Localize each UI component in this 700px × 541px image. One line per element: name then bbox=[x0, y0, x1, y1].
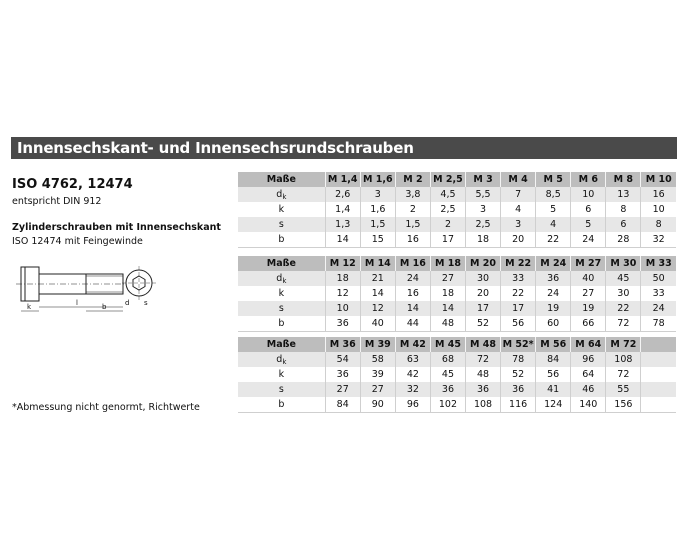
dimension-value-cell: 140 bbox=[571, 397, 606, 413]
dimension-value-cell: 10 bbox=[571, 187, 606, 202]
dimension-value-cell: 96 bbox=[395, 397, 430, 413]
dimension-value-cell: 68 bbox=[430, 352, 465, 367]
thread-size-header: M 22 bbox=[501, 256, 536, 271]
table-row bbox=[238, 232, 676, 248]
dimension-value-cell: 7 bbox=[501, 187, 536, 202]
table-row bbox=[238, 187, 676, 202]
drawing-label-head-height: k bbox=[27, 303, 32, 311]
thread-size-header: M 5 bbox=[536, 172, 571, 187]
dimension-label-cell bbox=[238, 271, 325, 286]
dimension-value-cell: 33 bbox=[501, 271, 536, 286]
dimension-value-cell: 6 bbox=[606, 217, 641, 232]
table-row bbox=[238, 217, 676, 232]
footnote: *Abmessung nicht genormt, Richtwerte bbox=[12, 402, 200, 413]
table-header-row bbox=[238, 172, 676, 187]
dimension-table-m12-to-m33 bbox=[238, 256, 676, 332]
table-row bbox=[238, 382, 676, 397]
dimension-value-cell: 33 bbox=[641, 286, 676, 301]
dimension-value-cell: 19 bbox=[536, 301, 571, 316]
thread-size-header: M 1,4 bbox=[325, 172, 360, 187]
dimension-value-cell: 1,3 bbox=[325, 217, 360, 232]
thread-size-header: M 72 bbox=[606, 337, 641, 352]
thread-size-header: M 36 bbox=[325, 337, 360, 352]
dimension-label: k bbox=[278, 288, 285, 299]
screw-side-view bbox=[16, 267, 128, 311]
dimension-label: b bbox=[278, 318, 285, 329]
dimension-label-cell bbox=[238, 316, 325, 332]
thread-size-header: M 24 bbox=[536, 256, 571, 271]
dimension-value-cell: 15 bbox=[360, 232, 395, 248]
dimension-value-cell: 1,5 bbox=[360, 217, 395, 232]
dimension-value-cell: 108 bbox=[466, 397, 501, 413]
dimension-value-cell: 8,5 bbox=[536, 187, 571, 202]
dimension-value-cell: 18 bbox=[466, 232, 501, 248]
dimension-value-cell: 16 bbox=[395, 232, 430, 248]
dimension-value-cell: 24 bbox=[536, 286, 571, 301]
dimension-label-cell bbox=[238, 202, 325, 217]
dimension-value-cell: 24 bbox=[571, 232, 606, 248]
dimension-value-cell: 10 bbox=[641, 202, 676, 217]
dimension-value-cell: 36 bbox=[325, 316, 360, 332]
thread-size-header: M 45 bbox=[430, 337, 465, 352]
dimension-value-cell: 27 bbox=[430, 271, 465, 286]
dimension-label: b bbox=[278, 399, 285, 410]
dimension-value-cell: 84 bbox=[325, 397, 360, 413]
dimension-value-cell: 12 bbox=[325, 286, 360, 301]
dimension-value-cell: 14 bbox=[325, 232, 360, 248]
dimension-value-cell: 24 bbox=[641, 301, 676, 316]
dimension-label-cell bbox=[238, 187, 325, 202]
dimension-label-cell bbox=[238, 352, 325, 367]
header-label-cell: Maße bbox=[238, 172, 325, 187]
thread-size-header: M 10 bbox=[641, 172, 676, 187]
dimension-label-subscript: k bbox=[282, 276, 287, 285]
section-title-banner: Innensechskant- und Innensechsrundschrauben bbox=[11, 137, 677, 159]
thread-size-header: M 56 bbox=[536, 337, 571, 352]
dimension-value-cell: 116 bbox=[501, 397, 536, 413]
dimension-value-cell bbox=[641, 382, 676, 397]
dimension-value-cell: 3 bbox=[501, 217, 536, 232]
dimension-value-cell: 52 bbox=[466, 316, 501, 332]
dimension-value-cell: 12 bbox=[360, 301, 395, 316]
dimension-label-cell bbox=[238, 397, 325, 413]
drawing-label-key-size: s bbox=[144, 299, 148, 307]
dimension-value-cell: 156 bbox=[606, 397, 641, 413]
dimension-label-cell bbox=[238, 286, 325, 301]
dimension-value-cell: 2 bbox=[395, 202, 430, 217]
dimension-value-cell: 46 bbox=[571, 382, 606, 397]
dimension-value-cell: 20 bbox=[501, 232, 536, 248]
dimension-value-cell: 108 bbox=[606, 352, 641, 367]
dimension-value-cell: 102 bbox=[430, 397, 465, 413]
dimension-value-cell: 56 bbox=[501, 316, 536, 332]
table-row bbox=[238, 271, 676, 286]
dimension-value-cell: 40 bbox=[360, 316, 395, 332]
dimension-value-cell: 17 bbox=[501, 301, 536, 316]
table-row bbox=[238, 397, 676, 413]
header-label-cell: Maße bbox=[238, 337, 325, 352]
dimension-value-cell: 44 bbox=[395, 316, 430, 332]
dimension-label: d bbox=[276, 188, 283, 200]
standard-number: ISO 4762, 12474 bbox=[12, 177, 133, 192]
thread-size-header: M 52* bbox=[501, 337, 536, 352]
thread-size-header: M 48 bbox=[466, 337, 501, 352]
dimension-value-cell: 10 bbox=[325, 301, 360, 316]
dimension-value-cell: 21 bbox=[360, 271, 395, 286]
dimension-value-cell: 90 bbox=[360, 397, 395, 413]
dimension-value-cell: 22 bbox=[606, 301, 641, 316]
thread-size-header: M 6 bbox=[571, 172, 606, 187]
header-label-cell: Maße bbox=[238, 256, 325, 271]
dimension-value-cell: 3 bbox=[466, 202, 501, 217]
dimension-value-cell: 84 bbox=[536, 352, 571, 367]
dimension-table-m36-to-m72 bbox=[238, 337, 676, 413]
dimension-value-cell: 1,4 bbox=[325, 202, 360, 217]
dimension-value-cell: 2,5 bbox=[430, 202, 465, 217]
dimension-value-cell: 5 bbox=[571, 217, 606, 232]
thread-size-header bbox=[641, 337, 676, 352]
dimension-value-cell: 36 bbox=[325, 367, 360, 382]
dimension-value-cell: 72 bbox=[606, 316, 641, 332]
dimension-label: k bbox=[278, 204, 285, 215]
dimension-value-cell: 17 bbox=[430, 232, 465, 248]
dimension-label: d bbox=[276, 353, 283, 365]
dimension-value-cell: 39 bbox=[360, 367, 395, 382]
dimension-value-cell: 58 bbox=[360, 352, 395, 367]
dimension-label: b bbox=[278, 234, 285, 245]
thread-size-header: M 8 bbox=[606, 172, 641, 187]
thread-size-header: M 16 bbox=[395, 256, 430, 271]
drawing-label-length: l bbox=[76, 299, 78, 307]
dimension-value-cell: 36 bbox=[430, 382, 465, 397]
dimension-label: s bbox=[278, 303, 284, 314]
dimension-value-cell: 5 bbox=[536, 202, 571, 217]
dimension-value-cell: 17 bbox=[466, 301, 501, 316]
dimension-label-cell bbox=[238, 232, 325, 248]
dimension-label-subscript: k bbox=[282, 192, 287, 201]
thread-size-header: M 33 bbox=[641, 256, 676, 271]
dimension-value-cell: 63 bbox=[395, 352, 430, 367]
dimension-value-cell: 8 bbox=[606, 202, 641, 217]
dimension-value-cell: 36 bbox=[466, 382, 501, 397]
dimension-value-cell: 56 bbox=[536, 367, 571, 382]
dimension-value-cell: 72 bbox=[466, 352, 501, 367]
dimension-value-cell: 3 bbox=[360, 187, 395, 202]
dimension-value-cell: 18 bbox=[325, 271, 360, 286]
dimension-value-cell: 36 bbox=[501, 382, 536, 397]
dimension-value-cell: 14 bbox=[360, 286, 395, 301]
dimension-value-cell: 27 bbox=[360, 382, 395, 397]
dimension-value-cell: 32 bbox=[641, 232, 676, 248]
screw-technical-drawing bbox=[16, 257, 156, 317]
dimension-value-cell: 2 bbox=[430, 217, 465, 232]
dimension-label-cell bbox=[238, 382, 325, 397]
dimension-value-cell: 36 bbox=[536, 271, 571, 286]
dimension-value-cell bbox=[641, 397, 676, 413]
thread-size-header: M 3 bbox=[466, 172, 501, 187]
thread-size-header: M 12 bbox=[325, 256, 360, 271]
dimension-value-cell: 54 bbox=[325, 352, 360, 367]
dimension-value-cell: 60 bbox=[536, 316, 571, 332]
dimension-value-cell: 45 bbox=[430, 367, 465, 382]
thread-size-header: M 2,5 bbox=[430, 172, 465, 187]
dimension-value-cell: 27 bbox=[325, 382, 360, 397]
dimension-label: s bbox=[278, 219, 284, 230]
dimension-value-cell: 14 bbox=[430, 301, 465, 316]
dimension-value-cell: 22 bbox=[536, 232, 571, 248]
dimension-value-cell: 4 bbox=[501, 202, 536, 217]
dimension-value-cell: 41 bbox=[536, 382, 571, 397]
thread-size-header: M 14 bbox=[360, 256, 395, 271]
dimension-value-cell: 16 bbox=[641, 187, 676, 202]
dimension-value-cell: 4 bbox=[536, 217, 571, 232]
dimension-value-cell: 1,6 bbox=[360, 202, 395, 217]
dimension-value-cell: 28 bbox=[606, 232, 641, 248]
table-row bbox=[238, 301, 676, 316]
dimension-value-cell: 124 bbox=[536, 397, 571, 413]
table-row bbox=[238, 316, 676, 332]
dimension-value-cell: 4,5 bbox=[430, 187, 465, 202]
dimension-value-cell: 20 bbox=[466, 286, 501, 301]
dimension-table-m1-4-to-m10 bbox=[238, 172, 676, 248]
dimension-value-cell: 8 bbox=[641, 217, 676, 232]
dimension-label-subscript: k bbox=[282, 357, 287, 366]
thread-size-header: M 30 bbox=[606, 256, 641, 271]
dimension-value-cell: 2,6 bbox=[325, 187, 360, 202]
dimension-label-cell bbox=[238, 301, 325, 316]
thread-size-header: M 42 bbox=[395, 337, 430, 352]
thread-size-header: M 27 bbox=[571, 256, 606, 271]
dimension-value-cell: 13 bbox=[606, 187, 641, 202]
dimension-value-cell: 66 bbox=[571, 316, 606, 332]
dimension-value-cell: 78 bbox=[501, 352, 536, 367]
dimension-value-cell: 14 bbox=[395, 301, 430, 316]
dimension-value-cell: 55 bbox=[606, 382, 641, 397]
dimension-value-cell: 5,5 bbox=[466, 187, 501, 202]
dimension-value-cell: 30 bbox=[466, 271, 501, 286]
dimension-label: d bbox=[276, 272, 283, 284]
standard-note: entspricht DIN 912 bbox=[12, 196, 102, 207]
table-header-row bbox=[238, 256, 676, 271]
dimension-value-cell: 3,8 bbox=[395, 187, 430, 202]
dimension-value-cell: 24 bbox=[395, 271, 430, 286]
dimension-value-cell: 78 bbox=[641, 316, 676, 332]
dimension-value-cell: 1,5 bbox=[395, 217, 430, 232]
dimension-label: s bbox=[278, 384, 284, 395]
thread-size-header: M 18 bbox=[430, 256, 465, 271]
dimension-value-cell: 6 bbox=[571, 202, 606, 217]
dimension-value-cell: 42 bbox=[395, 367, 430, 382]
dimension-label: k bbox=[278, 369, 285, 380]
dimension-value-cell: 16 bbox=[395, 286, 430, 301]
table-row bbox=[238, 352, 676, 367]
table-row bbox=[238, 286, 676, 301]
dimension-value-cell: 64 bbox=[571, 367, 606, 382]
dimension-value-cell: 48 bbox=[430, 316, 465, 332]
dimension-label-cell bbox=[238, 367, 325, 382]
dimension-value-cell: 52 bbox=[501, 367, 536, 382]
table-row bbox=[238, 367, 676, 382]
dimension-value-cell: 48 bbox=[466, 367, 501, 382]
drawing-label-thread: b bbox=[102, 303, 107, 311]
thread-size-header: M 4 bbox=[501, 172, 536, 187]
dimension-value-cell: 72 bbox=[606, 367, 641, 382]
dimension-value-cell: 45 bbox=[606, 271, 641, 286]
dimension-value-cell: 22 bbox=[501, 286, 536, 301]
dimension-value-cell: 18 bbox=[430, 286, 465, 301]
dimension-value-cell: 27 bbox=[571, 286, 606, 301]
dimension-value-cell: 30 bbox=[606, 286, 641, 301]
thread-size-header: M 20 bbox=[466, 256, 501, 271]
drawing-label-head-diameter: d bbox=[125, 299, 130, 307]
table-row bbox=[238, 202, 676, 217]
thread-size-header: M 64 bbox=[571, 337, 606, 352]
product-description-note: ISO 12474 mit Feingewinde bbox=[12, 236, 143, 247]
dimension-value-cell bbox=[641, 367, 676, 382]
product-description: Zylinderschrauben mit Innensechskant bbox=[12, 222, 221, 233]
dimension-value-cell: 19 bbox=[571, 301, 606, 316]
dimension-value-cell: 40 bbox=[571, 271, 606, 286]
screw-head-view bbox=[122, 266, 156, 300]
thread-size-header: M 2 bbox=[395, 172, 430, 187]
dimension-value-cell: 32 bbox=[395, 382, 430, 397]
dimension-value-cell: 50 bbox=[641, 271, 676, 286]
table-header-row bbox=[238, 337, 676, 352]
thread-size-header: M 1,6 bbox=[360, 172, 395, 187]
dimension-value-cell: 96 bbox=[571, 352, 606, 367]
dimension-value-cell bbox=[641, 352, 676, 367]
dimension-value-cell: 2,5 bbox=[466, 217, 501, 232]
thread-size-header: M 39 bbox=[360, 337, 395, 352]
dimension-label-cell bbox=[238, 217, 325, 232]
